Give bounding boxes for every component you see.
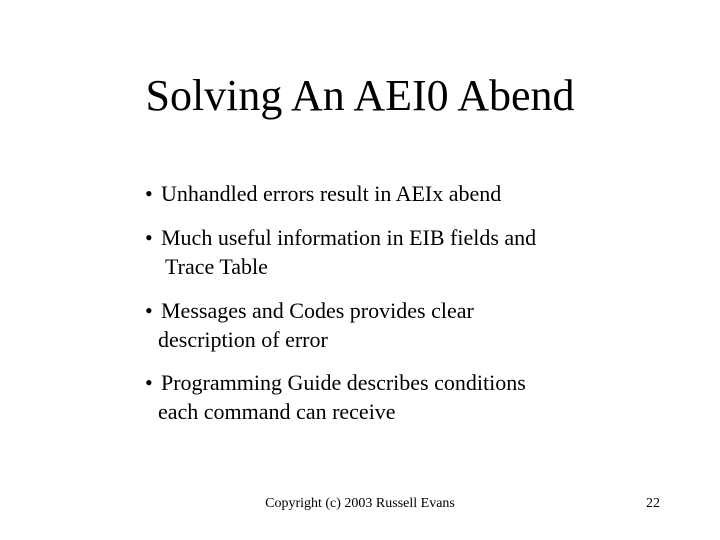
bullet-marker: • [145,225,153,250]
bullet-line [145,223,615,252]
bullet-continuation: each command can receive [158,399,396,424]
bullet-text: Much useful information in EIB fields and [161,225,537,250]
bullet-text: Unhandled errors result in AEIx abend [161,181,502,206]
slide-title: Solving An AEI0 Abend [145,71,575,120]
bullet-continuation: Trace Table [165,254,268,279]
bullet-marker: • [145,370,153,395]
bullet-line [145,296,615,325]
bullet-continuation: description of error [158,327,328,352]
bullet-line [145,368,615,397]
bullet-marker: • [145,298,153,323]
bullet-item [145,368,615,426]
bullet-line [145,179,615,208]
bullet-marker: • [145,181,153,206]
page-number: 22 [646,496,660,511]
bullet-text: Programming Guide describes conditions [161,370,526,395]
bullet-item [145,296,615,354]
bullet-item [145,223,615,281]
bullet-item [145,179,615,208]
footer-copyright: Copyright (c) 2003 Russell Evans [265,496,455,511]
bullet-text: Messages and Codes provides clear [161,298,474,323]
